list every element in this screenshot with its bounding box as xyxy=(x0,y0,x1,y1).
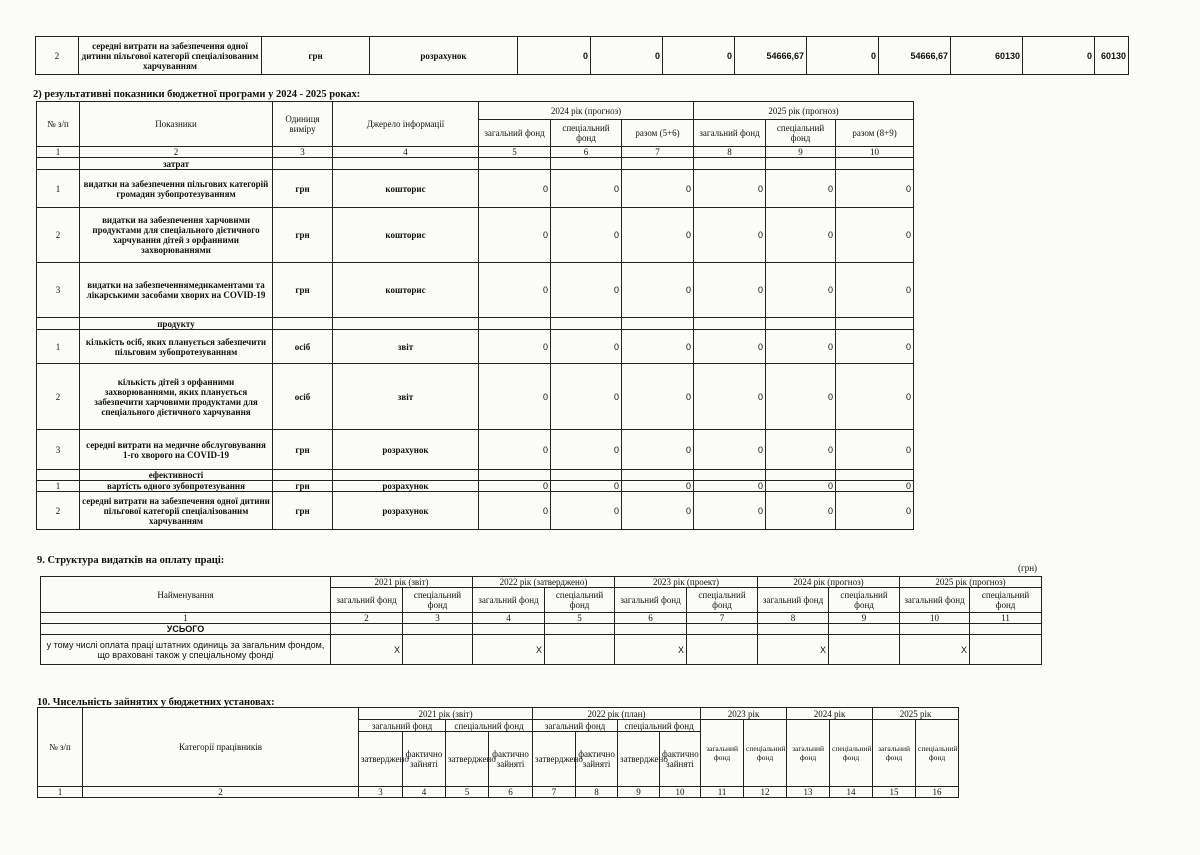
unit-cell: грн xyxy=(273,208,333,263)
column-number: 9 xyxy=(766,147,836,158)
header-special-fund: спеціальний фонд xyxy=(551,120,622,147)
header-name: Найменування xyxy=(41,577,331,613)
header-special-fund: спеціальний фонд xyxy=(970,588,1042,613)
value-cell: 0 xyxy=(766,263,836,318)
value-cell: 0 xyxy=(766,481,836,492)
header-actual: фактично зайняті xyxy=(489,732,533,787)
value-cell: 0 xyxy=(622,492,694,530)
value-cell: 0 xyxy=(766,208,836,263)
header-general-fund: загальний фонд xyxy=(615,588,687,613)
column-number: 2 xyxy=(80,147,273,158)
header-actual: фактично зайняті xyxy=(660,732,701,787)
header-special-fund: спеціальний фонд xyxy=(403,588,473,613)
table-row xyxy=(37,492,914,530)
header-year-2022: 2022 рік (план) xyxy=(533,708,701,720)
column-numbers-row xyxy=(38,787,959,798)
value-cell: 0 xyxy=(551,330,622,364)
indicator-name: середні витрати на забезпечення одної дитини пільгової категорії спеціалізованим харчуванням xyxy=(79,37,262,75)
column-number: 5 xyxy=(446,787,489,798)
column-number: 1 xyxy=(37,147,80,158)
header-actual: фактично зайняті xyxy=(403,732,446,787)
group-title: затрат xyxy=(80,158,273,170)
value-cell: 0 xyxy=(663,37,735,75)
header-general-fund: загальний фонд xyxy=(900,588,970,613)
value-cell: 0 xyxy=(836,481,914,492)
column-number: 11 xyxy=(970,613,1042,624)
header-year: 2023 рік (проект) xyxy=(615,577,758,588)
column-number: 7 xyxy=(687,613,758,624)
column-number: 15 xyxy=(873,787,916,798)
header-general-fund: загальний фонд xyxy=(758,588,829,613)
row-number: 3 xyxy=(37,430,80,470)
value-cell: 0 xyxy=(766,492,836,530)
unit-cell: грн xyxy=(262,37,370,75)
value-cell: 0 xyxy=(479,364,551,430)
header-approved: затверджено xyxy=(618,732,660,787)
group-title: продукту xyxy=(80,318,273,330)
row-number: 2 xyxy=(37,364,80,430)
header-general-fund: загальний фонд xyxy=(331,588,403,613)
column-number: 11 xyxy=(701,787,744,798)
column-number: 9 xyxy=(829,613,900,624)
salary-structure-table xyxy=(40,576,1042,665)
value-cell: 0 xyxy=(479,170,551,208)
column-number: 6 xyxy=(551,147,622,158)
x-mark: X xyxy=(615,635,687,665)
header-general-fund: загальний фонд xyxy=(473,588,545,613)
value-cell: 0 xyxy=(591,37,663,75)
source-cell: кошторис xyxy=(333,208,479,263)
header-special-fund: спеціальний фонд xyxy=(916,720,959,787)
indicator-name: видатки на забезпечення харчовими продуктами для спеціального дієтичного харчування дітей з орфанними захворюваннями xyxy=(80,208,273,263)
value-cell: 0 xyxy=(551,263,622,318)
header-year-2024: 2024 рік (прогноз) xyxy=(479,102,694,120)
value-cell: 0 xyxy=(807,37,879,75)
row-number: 1 xyxy=(37,330,80,364)
value-cell: 0 xyxy=(836,430,914,470)
column-number: 7 xyxy=(533,787,576,798)
header-special-fund: спеціальний фонд xyxy=(545,588,615,613)
value-cell: 54666,67 xyxy=(735,37,807,75)
value-cell: 0 xyxy=(1023,37,1095,75)
unit-cell: осіб xyxy=(273,364,333,430)
group-header-row xyxy=(37,158,914,170)
indicator-name: видатки на забезпеченнямедикаментами та лікарськими засобами хворих на COVID-19 xyxy=(80,263,273,318)
unit-cell: грн xyxy=(273,430,333,470)
source-cell: розрахунок xyxy=(333,492,479,530)
header-general-fund: загальний фонд xyxy=(787,720,830,787)
header-year: 2022 рік (затверджено) xyxy=(473,577,615,588)
value-cell: 0 xyxy=(694,330,766,364)
value-cell: 0 xyxy=(694,492,766,530)
column-number: 14 xyxy=(830,787,873,798)
row-number: 2 xyxy=(36,37,79,75)
indicator-name: середні витрати на забезпечення одної дитини пільгової категорії спеціалізованим харчуванням xyxy=(80,492,273,530)
group-header-row xyxy=(37,318,914,330)
value-cell: 0 xyxy=(836,170,914,208)
header-special-fund: спеціальний фонд xyxy=(446,720,533,732)
value-cell: 0 xyxy=(694,364,766,430)
column-number: 1 xyxy=(41,613,331,624)
x-mark: X xyxy=(331,635,403,665)
value-cell: 60130 xyxy=(1095,37,1129,75)
column-number: 12 xyxy=(744,787,787,798)
value-cell: 0 xyxy=(479,430,551,470)
table-row xyxy=(36,37,1129,75)
value-cell: 0 xyxy=(766,430,836,470)
row-number: 1 xyxy=(37,481,80,492)
value-cell: 0 xyxy=(836,364,914,430)
table-row xyxy=(37,430,914,470)
header-year: 2021 рік (звіт) xyxy=(331,577,473,588)
header-special-fund: спеціальний фонд xyxy=(687,588,758,613)
section2-title: 2) результативні показники бюджетної програми у 2024 - 2025 роках: xyxy=(33,89,361,100)
value-cell: 0 xyxy=(551,364,622,430)
header-year-2021: 2021 рік (звіт) xyxy=(359,708,533,720)
header-general-fund: загальний фонд xyxy=(533,720,618,732)
source-cell: розрахунок xyxy=(370,37,518,75)
value-cell: 0 xyxy=(836,263,914,318)
indicator-name: кількість дітей з орфанними захворюваннями, яких планується забезпечити харчовими продуктами для спеціального дієтичного харчування xyxy=(80,364,273,430)
x-mark: X xyxy=(473,635,545,665)
column-numbers-row xyxy=(37,147,914,158)
value-cell: 0 xyxy=(551,481,622,492)
value-cell: 0 xyxy=(694,481,766,492)
value-cell: 0 xyxy=(766,330,836,364)
value-cell: 0 xyxy=(551,208,622,263)
column-numbers-row xyxy=(41,613,1042,624)
indicator-name: середні витрати на медичне обслуговування 1-го хворого на COVID-19 xyxy=(80,430,273,470)
header-source: Джерело інформації xyxy=(333,102,479,147)
unit-cell: грн xyxy=(273,492,333,530)
source-cell: кошторис xyxy=(333,170,479,208)
header-special-fund: спеціальний фонд xyxy=(766,120,836,147)
header-general-fund: загальний фонд xyxy=(359,720,446,732)
column-number: 4 xyxy=(403,787,446,798)
value-cell: 0 xyxy=(836,208,914,263)
total-label: УСЬОГО xyxy=(41,624,331,635)
table-row xyxy=(37,263,914,318)
header-year-2024: 2024 рік xyxy=(787,708,873,720)
value-cell: 0 xyxy=(479,492,551,530)
header-sum: разом (8+9) xyxy=(836,120,914,147)
column-number: 2 xyxy=(331,613,403,624)
value-cell: 0 xyxy=(622,364,694,430)
header-special-fund: спеціальний фонд xyxy=(744,720,787,787)
table-row xyxy=(37,208,914,263)
indicators-table xyxy=(36,101,914,530)
header-general-fund: загальний фонд xyxy=(701,720,744,787)
header-num: № з/п xyxy=(38,708,83,787)
column-number: 8 xyxy=(576,787,618,798)
header-general-fund: загальний фонд xyxy=(479,120,551,147)
column-number: 5 xyxy=(479,147,551,158)
section10-title: 10. Чисельність зайнятих у бюджетних установах: xyxy=(37,697,275,708)
column-number: 4 xyxy=(473,613,545,624)
column-number: 4 xyxy=(333,147,479,158)
indicator-name: вартість одного зубопротезування xyxy=(80,481,273,492)
unit-cell: грн xyxy=(273,481,333,492)
header-general-fund: загальний фонд xyxy=(873,720,916,787)
currency-unit-label: (грн) xyxy=(1018,563,1038,573)
column-number: 5 xyxy=(545,613,615,624)
value-cell: 0 xyxy=(694,263,766,318)
column-number: 2 xyxy=(83,787,359,798)
source-cell: розрахунок xyxy=(333,481,479,492)
value-cell: 0 xyxy=(518,37,591,75)
header-year: 2025 рік (прогноз) xyxy=(900,577,1042,588)
value-cell: 60130 xyxy=(951,37,1023,75)
source-cell: звіт xyxy=(333,330,479,364)
header-indicators: Показники xyxy=(80,102,273,147)
value-cell: 0 xyxy=(836,330,914,364)
value-cell: 0 xyxy=(836,492,914,530)
column-number: 10 xyxy=(900,613,970,624)
value-cell: 0 xyxy=(766,170,836,208)
header-approved: затверджено xyxy=(359,732,403,787)
value-cell: 0 xyxy=(622,430,694,470)
header-approved: затверджено xyxy=(533,732,576,787)
group-title: ефективності xyxy=(80,470,273,481)
column-number: 3 xyxy=(359,787,403,798)
header-num: № з/п xyxy=(37,102,80,147)
x-mark: X xyxy=(900,635,970,665)
column-number: 10 xyxy=(836,147,914,158)
value-cell: 0 xyxy=(622,170,694,208)
indicator-name: кількість осіб, яких планується забезпечити пільговим зубопротезуванням xyxy=(80,330,273,364)
column-number: 3 xyxy=(403,613,473,624)
x-mark: X xyxy=(758,635,829,665)
header-actual: фактично зайняті xyxy=(576,732,618,787)
column-number: 6 xyxy=(615,613,687,624)
header-year-2025: 2025 рік (прогноз) xyxy=(694,102,914,120)
header-special-fund: спеціальний фонд xyxy=(830,720,873,787)
value-cell: 0 xyxy=(694,208,766,263)
value-cell: 54666,67 xyxy=(879,37,951,75)
table-row xyxy=(37,481,914,492)
header-unit: Одиниця виміру xyxy=(273,102,333,147)
header-general-fund: загальний фонд xyxy=(694,120,766,147)
table-row xyxy=(37,364,914,430)
value-cell: 0 xyxy=(622,330,694,364)
value-cell: 0 xyxy=(551,170,622,208)
section9-title: 9. Структура видатків на оплату праці: xyxy=(37,555,225,566)
value-cell: 0 xyxy=(694,170,766,208)
value-cell: 0 xyxy=(479,263,551,318)
row-number: 3 xyxy=(37,263,80,318)
value-cell: 0 xyxy=(622,263,694,318)
column-number: 16 xyxy=(916,787,959,798)
column-number: 6 xyxy=(489,787,533,798)
header-year: 2024 рік (прогноз) xyxy=(758,577,900,588)
column-number: 9 xyxy=(618,787,660,798)
column-number: 13 xyxy=(787,787,830,798)
column-number: 1 xyxy=(38,787,83,798)
group-header-row xyxy=(37,470,914,481)
header-sum: разом (5+6) xyxy=(622,120,694,147)
header-special-fund: спеціальний фонд xyxy=(618,720,701,732)
header-category: Категорії працівників xyxy=(83,708,359,787)
column-number: 10 xyxy=(660,787,701,798)
top-table xyxy=(35,36,1129,75)
source-cell: кошторис xyxy=(333,263,479,318)
table-row xyxy=(37,330,914,364)
row-number: 1 xyxy=(37,170,80,208)
value-cell: 0 xyxy=(479,481,551,492)
staff-count-table xyxy=(37,707,959,798)
unit-cell: осіб xyxy=(273,330,333,364)
row-label: у тому числі оплата праці штатних одиниць за загальним фондом, що враховані також у спеціальному фонді xyxy=(41,635,331,665)
source-cell: розрахунок xyxy=(333,430,479,470)
column-number: 8 xyxy=(758,613,829,624)
table-row xyxy=(41,635,1042,665)
header-year-2025: 2025 рік xyxy=(873,708,959,720)
value-cell: 0 xyxy=(766,364,836,430)
value-cell: 0 xyxy=(694,430,766,470)
header-special-fund: спеціальний фонд xyxy=(829,588,900,613)
value-cell: 0 xyxy=(622,481,694,492)
table-row xyxy=(37,170,914,208)
row-number: 2 xyxy=(37,208,80,263)
unit-cell: грн xyxy=(273,263,333,318)
value-cell: 0 xyxy=(551,430,622,470)
row-number: 2 xyxy=(37,492,80,530)
value-cell: 0 xyxy=(622,208,694,263)
column-number: 7 xyxy=(622,147,694,158)
unit-cell: грн xyxy=(273,170,333,208)
column-number: 3 xyxy=(273,147,333,158)
value-cell: 0 xyxy=(551,492,622,530)
source-cell: звіт xyxy=(333,364,479,430)
value-cell: 0 xyxy=(479,330,551,364)
column-number: 8 xyxy=(694,147,766,158)
header-year-2023: 2023 рік xyxy=(701,708,787,720)
value-cell: 0 xyxy=(479,208,551,263)
total-row xyxy=(41,624,1042,635)
indicator-name: видатки на забезпечення пільгових категорій громадян зубопротезуванням xyxy=(80,170,273,208)
header-approved: затверджено xyxy=(446,732,489,787)
